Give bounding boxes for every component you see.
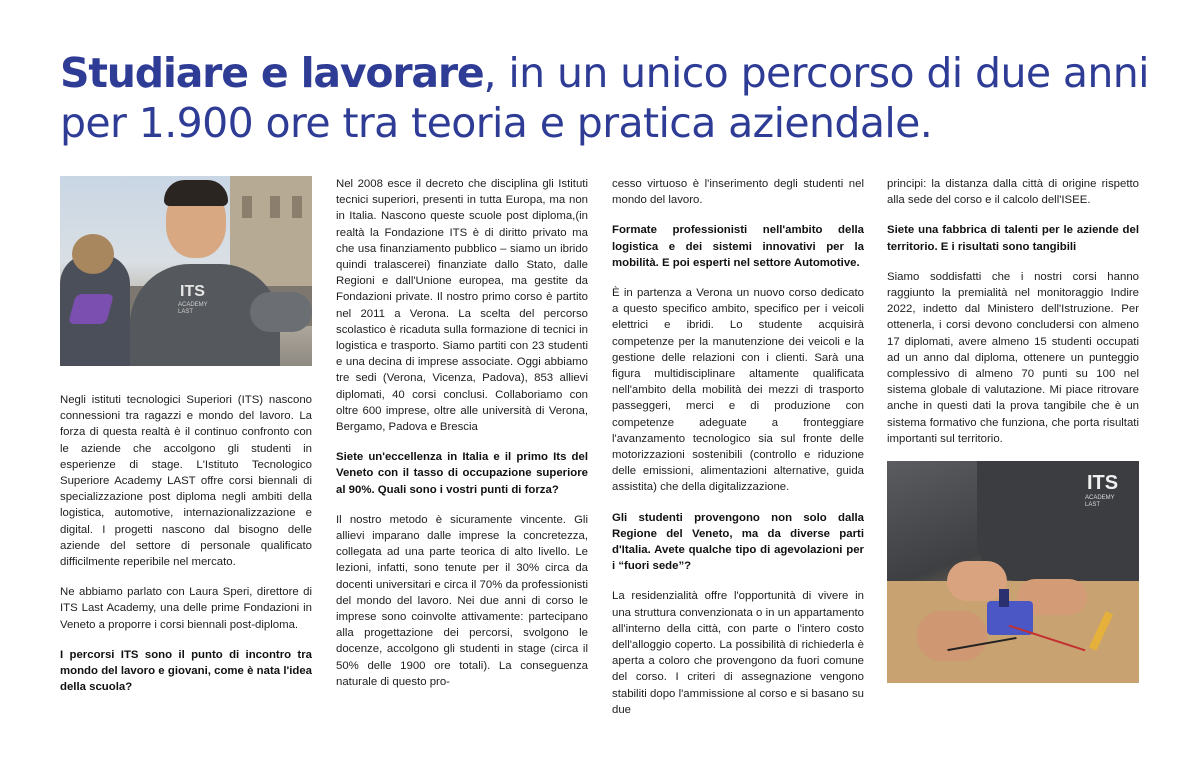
hand-left [947,561,1007,601]
col1-paragraph-1: Negli istituti tecnologici Superiori (ITS) nascono connessioni tra ragazzi e mondo del lavoro. La forza di questa realtà è il continuo confronto con le aziende che accolgono gli studenti in esperienze di stage. L'Istituto Tecnologico Superiore Academy LAST offre corsi biennali di specializzazione post diploma negli ambiti della logistica, automotive, internazionalizzazione e digital. I progetti nascono dal bisogno delle aziende del settore di personale qualificato difficilmente reperibile nel mercato. [60,394,312,569]
col3-paragraph-3: La residenzialità offre l'opportunità di vivere in una struttura convenzionata o in un appartamento all'interno della città, con parte o l'intero costo dell'alloggio coperto. La possibilità di richiederla è aperta a coloro che provengono da fuori comune del corso. I criteri di assegnazione vengono stabiliti dopo l'ammissione al corso e si basano su due [612,590,864,716]
col1-paragraph-2: Ne abbiamo parlato con Laura Speri, direttore di ITS Last Academy, una delle prime Fondazioni in Veneto a proporre i corsi biennali post-diploma. [60,586,312,631]
hoodie-sub-text: ACADEMY LAST [178,302,208,315]
hoodie-its-text: ITS [1087,472,1119,495]
column-2 [336,176,588,704]
col2-question-2: Siete un'eccellenza in Italia e il primo Its del Veneto con il tasso di occupazione superiore al 90%. Quali sono i vostri punti di forza? [336,451,588,496]
headline [60,48,1160,148]
col1-question-1: I percorsi ITS sono il punto di incontro tra mondo del lavoro e giovani, come è nata l'idea della scuola? [60,648,312,694]
col2-paragraph-2: Il nostro metodo è sicuramente vincente. Gli allievi imparano dalle imprese la concretezza, collegata ad una parte teorica di alto livello. Le lezioni, infatti, sono tenute per il 30% circa da docenti universitari e circa il 70% da professionisti del mondo del lavoro. Nei due anni di corso le imprese sono coinvolte attivamente: partecipano alla progettazione dei percorsi, svolgono le docenze, accolgono gli studenti in stage (circa il 50% delle 1900 ore totali). La conseguenza naturale di questo pro- [336,513,588,688]
hoodie-its-text: ITS [180,283,205,300]
headline-bold: Studiare e lavorare [60,49,484,97]
col4-paragraph-2: Siamo soddisfatti che i nostri corsi hanno raggiunto la premialità nel monitoraggio Indire 2022, indetto dal Ministero dell'Istruzione. Per ottenerla, i corsi devono concludersi con almeno 17 diplomati, avere almeno 15 studenti occupati ad un anno dal diploma, ottenere un punteggio complessivo di almeno 70 punti su 100 nel sistema globale di valutazione. Mi piace ritrovare anche in questi dati la prova tangibile che è un sistema formativo che funziona, che porta risultati importanti sul territorio. [887,270,1139,445]
photo-students-electronics [887,461,1139,683]
col3-paragraph-2: È in partenza a Verona un nuovo corso dedicato a questo specifico ambito, specifico per i veicoli elettrici e ibridi. Lo studente acquisirà competenze per la manutenzione dei veicoli e la gestione delle relazioni con i clienti. Sarà una figura multidisciplinare altamente qualificata nell'ambito della mobilità dei mezzi di trasporto passeggeri, merci e di produzione con competenze adeguate a fronteggiare l'avanzamento tecnologico sia sul fronte delle motorizzazioni sostenibili (controllo e riduzione delle emissioni, alimentazioni alternative, guida assistita) che della digitalizzazione. [612,287,864,494]
hoodie-sub-text: ACADEMY LAST [1085,495,1115,509]
col3-paragraph-1: cesso virtuoso è l'inserimento degli studenti nel mondo del lavoro. [612,178,864,207]
col2-paragraph-1: Nel 2008 esce il decreto che disciplina gli Istituti tecnici superiori, presenti in tutta Europa, ma non in Italia. Nascono queste scuole post diploma,(in realtà la Fondazione ITS è di diritto privato ma che usa finanziamento pubblico – siamo un ibrido quindi tralascerei) finanziate dallo Stato, dalle Regioni e dall'Unione europea, ma gestite da Fondazioni private. Il nostro primo corso è partito nel 2011 a Verona. La scelta del percorso scolastico è ricaduta sulla formazione di tecnici in logistica e trasporto. Siamo partiti con 23 studenti e una decina di imprese associate. Oggi abbiamo tre sedi (Verona, Vicenza, Padova), 853 allievi diplomati, 40 corsi conclusi. Collaboriamo con oltre 600 imprese, oltre alle università di Verona, Bergamo, Padova e Brescia [336,178,588,434]
headline-rest: , in un unico percorso di due anni per 1.900 ore tra teoria e pratica aziendale. [60,49,1149,147]
col4-question-5: Siete una fabbrica di talenti per le aziende del territorio. E i risultati sono tangibili [887,224,1139,253]
col3-question-4: Gli studenti provengono non solo dalla Regione del Veneto, ma da diverse parti d'Italia. Avete qualche tipo di agevolazioni per i “fuori sede”? [612,511,864,573]
col4-paragraph-1: principi: la distanza dalla città di origine rispetto alla sede del corso e il calcolo dell'ISEE. [887,178,1139,207]
column-1 [60,176,312,709]
col3-question-3: Formate professionisti nell'ambito della logistica e dei sistemi innovativi per la mobilità. E poi esperti nel settore Automotive. [612,224,864,269]
photo-student-smiling [60,176,312,366]
column-4 [887,176,1139,683]
column-3 [612,176,864,732]
